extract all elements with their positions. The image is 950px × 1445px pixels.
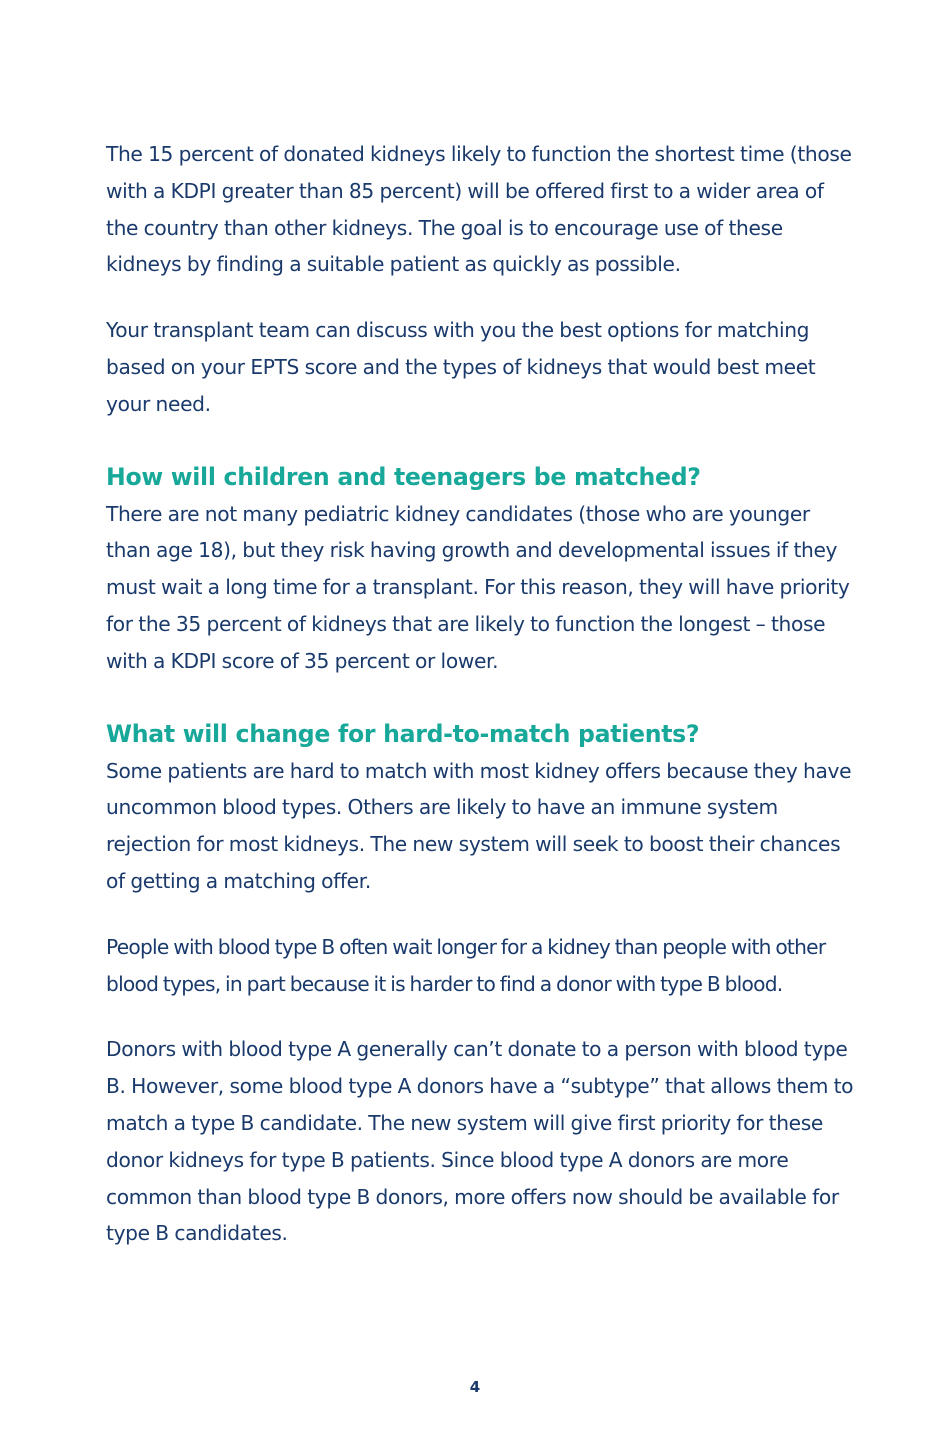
intro-paragraph-kdpi: The 15 percent of donated kidneys likely to function the shortest time (those with a KDPI greater than 85 percent) will be offered first to a wider area of the country than other kidneys. The goal is to encourage use of these kidneys by finding a suitable patient as quickly as possible.: [106, 142, 852, 277]
page-content: [106, 136, 856, 1281]
hard-to-match-paragraph-intro: Some patients are hard to match with most kidney offers because they have uncommon blood types. Others are likely to have an immune system rejection for most kidneys. The new system will seek to boost their chances of getting a matching offer.: [106, 758, 852, 893]
children-paragraph: There are not many pediatric kidney candidates (those who are younger than age 18), but they risk having growth and developmental issues if they must wait a long time for a transplant. For this reason, they will have priority for the 35 percent of kidneys that are likely to function the longest – those with a KDPI score of 35 percent or lower.: [106, 501, 850, 673]
hard-to-match-section-heading: What will change for hard-to-match patients?: [106, 719, 700, 748]
children-section-heading: How will children and teenagers be matched?: [106, 462, 701, 491]
page-number: 4: [469, 1378, 481, 1396]
hard-to-match-paragraph-blood-type-b: People with blood type B often wait longer for a kidney than people with other blood types, in part because it is harder to find a donor with type B blood.: [106, 934, 826, 996]
intro-paragraph-transplant-team: Your transplant team can discuss with you the best options for matching based on your EPTS score and the types of kidneys that would best meet your need.: [106, 318, 816, 416]
hard-to-match-paragraph-subtype: Donors with blood type A generally can’t donate to a person with blood type B. However, some blood type A donors have a “subtype” that allows them to match a type B candidate. The new system will give first priority for these donor kidneys for type B patients. Since blood type A donors are more common than blood type B donors, more offers now should be available for type B candidates.: [106, 1037, 854, 1246]
